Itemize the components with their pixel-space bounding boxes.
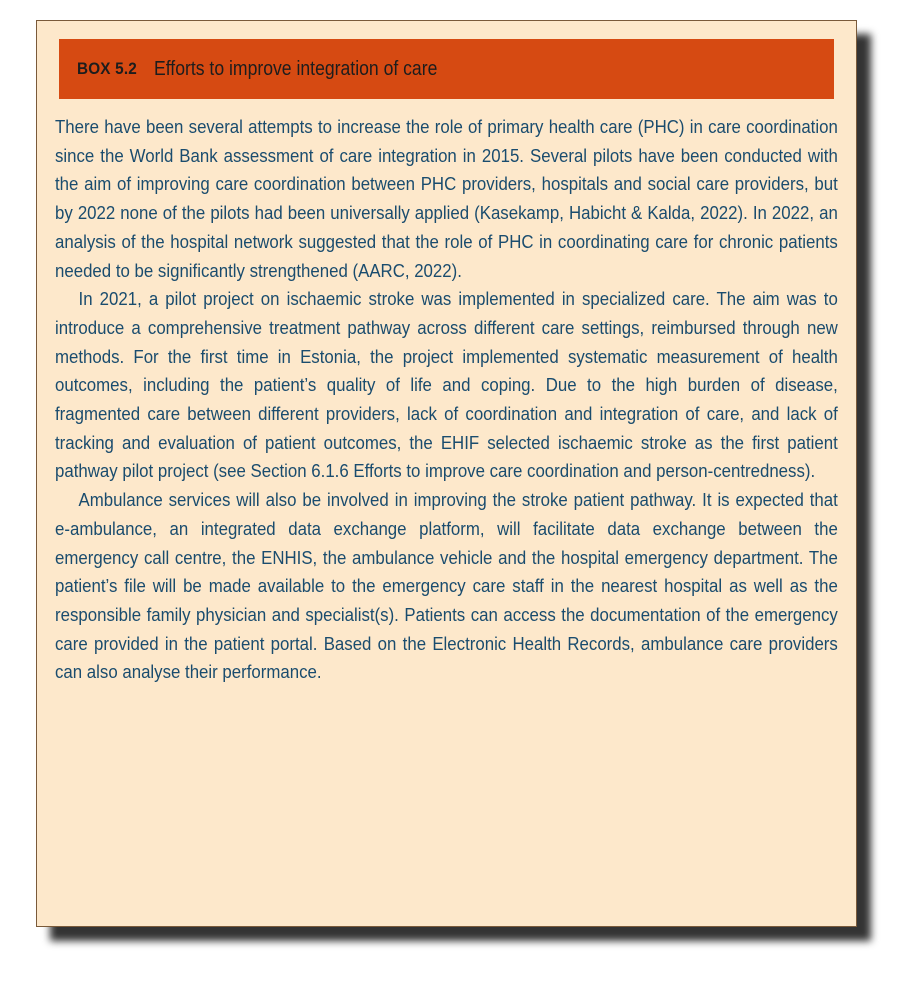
box-5-2 <box>36 20 857 927</box>
box-paragraph-1: There have been several attempts to increase the role of primary health care (PHC) in care coordination since the World Bank assessment of care integration in 2015. Several pilots have been conducted with the aim of improving care coordination between PHC providers, hospitals and social care providers, but by 2022 none of the pilots had been universally applied (Kasekamp, Habicht & Kalda, 2022). In 2022, an analysis of the hospital network suggested that the role of PHC in coordinating care for chronic patients needed to be significantly strengthened (AARC, 2022). <box>55 116 838 281</box>
box-header <box>59 39 834 99</box>
box-label: BOX 5.2 <box>77 59 137 78</box>
box-title: Efforts to improve integration of care <box>153 57 437 80</box>
box-panel <box>36 20 857 927</box>
box-body <box>55 113 838 687</box>
box-paragraph-3: Ambulance services will also be involved in improving the stroke patient pathway. It is expected that e-ambulance, an integrated data exchange platform, will facilitate data exchange between the emergency call centre, the ENHIS, the ambulance vehicle and the hospital emergency department. The patient’s file will be made available to the emergency care staff in the nearest hospital as well as the responsible family physician and specialist(s). Patients can access the documentation of the emergency care provided in the patient portal. Based on the Electronic Health Records, ambulance care providers can also analyse their performance. <box>55 489 838 683</box>
box-paragraph-2: In 2021, a pilot project on ischaemic stroke was implemented in specialized care. The aim was to introduce a comprehensive treatment pathway across different care settings, reimbursed through new methods. For the first time in Estonia, the project implemented systematic measurement of health outcomes, including the patient’s quality of life and coping. Due to the high burden of disease, fragmented care between different providers, lack of coordination and integration of care, and lack of tracking and evaluation of patient outcomes, the EHIF selected ischaemic stroke as the first patient pathway pilot project (see Section 6.1.6 Efforts to improve care coordination and person-centredness). <box>55 288 838 482</box>
